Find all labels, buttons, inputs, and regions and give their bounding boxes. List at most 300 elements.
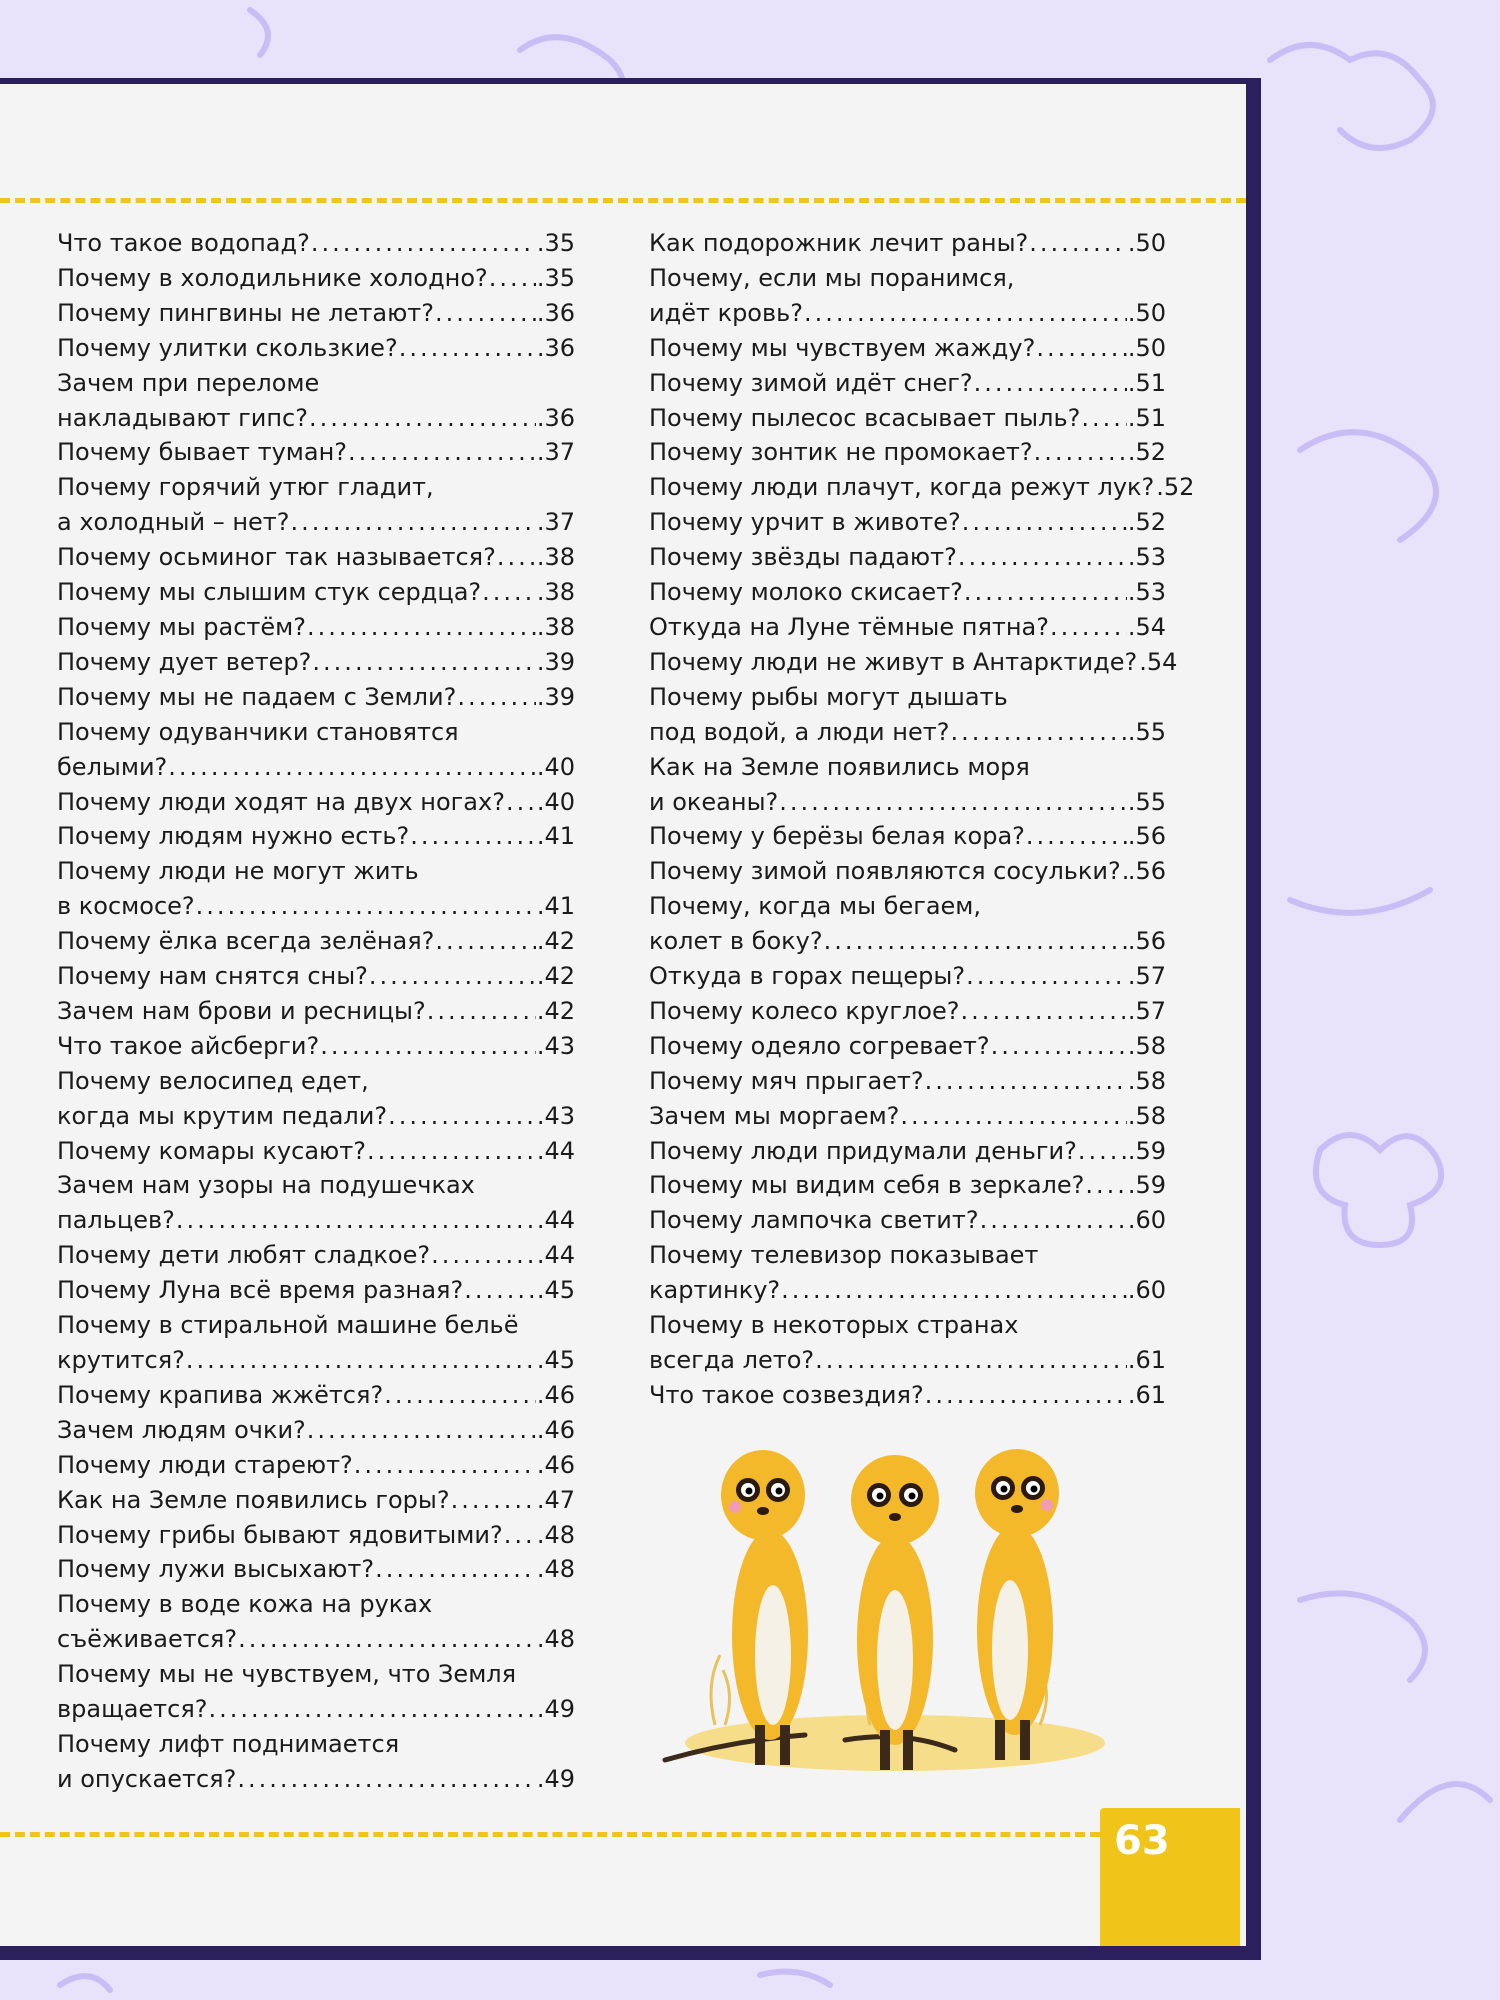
- bottom-dashed-divider: [0, 1832, 1100, 1837]
- toc-leader-dots: [348, 435, 536, 470]
- toc-entry-line: [57, 750, 575, 785]
- toc-entry-line: [57, 785, 575, 820]
- toc-entry-line: [649, 366, 1166, 401]
- toc-entry-line: [57, 401, 575, 436]
- toc-leader-dots: [312, 645, 535, 680]
- toc-entry: [649, 1099, 1166, 1134]
- toc-entry-title: Почему, если мы поранимся,: [649, 263, 1015, 292]
- toc-entry-line: [649, 645, 1178, 680]
- toc-entry-line: [57, 1378, 575, 1413]
- toc-page-number: .42: [536, 927, 575, 956]
- toc-entry-title: Почему мы растём?: [57, 612, 307, 641]
- toc-entry: [57, 1134, 575, 1169]
- toc-entry-title: когда мы крутим педали?: [57, 1101, 388, 1130]
- toc-leader-dots: [781, 1273, 1127, 1308]
- toc-entry-title: Почему мы видим себя в зеркале?: [649, 1171, 1085, 1200]
- toc-page-number: .45: [536, 1346, 575, 1374]
- toc-entry: [57, 1587, 575, 1657]
- toc-page-number: .55: [1127, 717, 1166, 746]
- toc-leader-dots: [1026, 819, 1127, 854]
- toc-leader-dots: [950, 715, 1126, 750]
- toc-entry-line: [57, 994, 575, 1029]
- toc-entry-line: [649, 1343, 1166, 1378]
- toc-entry-line: [649, 1203, 1166, 1238]
- toc-entry-title: Почему у берёзы белая кора?: [649, 822, 1025, 851]
- toc-leader-dots: [980, 1203, 1127, 1238]
- toc-entry-title: Что такое водопад?: [57, 229, 310, 257]
- toc-entry-line: [649, 1134, 1166, 1169]
- toc-entry-title: Почему нам снятся сны?: [57, 962, 368, 991]
- toc-entry-title: Почему лифт поднимается: [57, 1729, 400, 1758]
- toc-leader-dots: [307, 610, 536, 645]
- toc-entry-title: съёживается?: [57, 1625, 238, 1654]
- toc-entry-line: [57, 470, 575, 505]
- toc-entry-title: Почему урчит в животе?: [649, 508, 961, 537]
- toc-entry-line: [649, 680, 1166, 715]
- toc-leader-dots: [482, 575, 536, 610]
- toc-leader-dots: [804, 296, 1127, 331]
- toc-leader-dots: [489, 261, 536, 296]
- toc-entry-title: а холодный – нет?: [57, 508, 290, 537]
- toc-entry-line: [57, 261, 575, 296]
- toc-entry-title: Что такое айсберги?: [57, 1031, 320, 1060]
- toc-page-number: .52: [1127, 438, 1166, 467]
- toc-entry-title: Что такое созвездия?: [649, 1380, 924, 1409]
- toc-entry-title: Почему в стиральной машине бельё: [57, 1311, 519, 1340]
- toc-entry-line: [649, 819, 1166, 854]
- toc-leader-dots: [1081, 401, 1126, 436]
- toc-page-number: .37: [536, 438, 575, 467]
- toc-page-number: .47: [536, 1485, 575, 1514]
- toc-page-number: .50: [1127, 333, 1166, 362]
- toc-entry: [57, 610, 575, 645]
- toc-entry: [57, 261, 575, 296]
- toc-entry: [57, 1727, 575, 1797]
- toc-entry-line: [649, 959, 1166, 994]
- toc-entry-line: [649, 505, 1166, 540]
- toc-entry-line: [649, 435, 1166, 470]
- toc-entry-line: [57, 1413, 575, 1448]
- toc-entry: [649, 540, 1166, 575]
- toc-entry-title: Почему в воде кожа на руках: [57, 1590, 433, 1619]
- toc-page-number: .49: [536, 1695, 575, 1724]
- toc-page-number: .46: [536, 1415, 575, 1444]
- toc-entry-line: [57, 1099, 575, 1134]
- toc-leader-dots: [311, 226, 536, 261]
- toc-entry-line: [57, 1203, 575, 1238]
- toc-entry-line: [57, 1168, 575, 1203]
- toc-entry: [649, 1029, 1166, 1064]
- toc-entry-title: Зачем мы моргаем?: [649, 1101, 900, 1130]
- toc-entry-line: [57, 1622, 575, 1657]
- toc-entry-title: белыми?: [57, 752, 168, 781]
- toc-entry-title: Почему бывает туман?: [57, 438, 348, 467]
- toc-leader-dots: [1050, 610, 1127, 645]
- toc-entry: [649, 331, 1166, 366]
- toc-entry: [649, 435, 1166, 470]
- toc-leader-dots: [925, 1064, 1127, 1099]
- toc-entry-line: [57, 1552, 575, 1587]
- toc-entry: [57, 1448, 575, 1483]
- toc-page-number: .55: [1127, 787, 1166, 816]
- toc-entry: [649, 1378, 1166, 1413]
- toc-entry-line: [649, 261, 1166, 296]
- toc-entry-title: Почему колесо круглое?: [649, 996, 960, 1025]
- toc-page-number: .43: [536, 1031, 575, 1060]
- toc-entry-line: [57, 959, 575, 994]
- toc-page-number: .48: [536, 1625, 575, 1654]
- toc-entry-title: Почему мяч прыгает?: [649, 1066, 924, 1095]
- toc-entry-title: Почему люди не могут жить: [57, 857, 419, 886]
- toc-entry-title: Почему пылесос всасывает пыль?: [649, 403, 1081, 432]
- toc-entry: [649, 1064, 1166, 1099]
- toc-entry-title: Почему, когда мы бегаем,: [649, 892, 982, 921]
- toc-entry-line: [649, 750, 1166, 785]
- toc-entry-title: Почему пингвины не летают?: [57, 298, 435, 327]
- toc-entry: [57, 680, 575, 715]
- toc-page-number: .40: [536, 787, 575, 816]
- toc-entry: [57, 1273, 575, 1308]
- toc-entry-line: [649, 889, 1166, 924]
- toc-leader-dots: [238, 1622, 536, 1657]
- toc-leader-dots: [186, 1343, 536, 1378]
- toc-entry: [649, 645, 1178, 680]
- toc-column-left: [57, 226, 575, 1797]
- toc-page-number: .53: [1127, 578, 1166, 607]
- toc-entry: [649, 261, 1166, 331]
- toc-leader-dots: [815, 1343, 1127, 1378]
- toc-entry: [57, 854, 575, 924]
- toc-entry-title: Почему одеяло согревает?: [649, 1031, 990, 1060]
- toc-page-number: .41: [536, 892, 575, 921]
- toc-entry-line: [649, 994, 1166, 1029]
- toc-leader-dots: [900, 1099, 1126, 1134]
- toc-entry-title: Почему грибы бывают ядовитыми?: [57, 1520, 503, 1549]
- toc-entry: [57, 924, 575, 959]
- toc-entry-line: [57, 1762, 575, 1797]
- toc-entry: [649, 1168, 1166, 1203]
- toc-page-number: .52: [1156, 473, 1195, 502]
- toc-leader-dots: [451, 1483, 536, 1518]
- toc-entry-title: Почему люди плачут, когда режут лук?: [649, 473, 1155, 502]
- toc-entry: [57, 435, 575, 470]
- toc-entry: [649, 750, 1166, 820]
- toc-entry: [57, 1552, 575, 1587]
- toc-entry-line: [57, 540, 575, 575]
- toc-page-number: .49: [536, 1764, 575, 1793]
- toc-entry-title: Почему люди придумали деньги?: [649, 1136, 1077, 1165]
- toc-entry-title: Зачем нам узоры на подушечках: [57, 1171, 475, 1200]
- meerkats-illustration: [655, 1425, 1110, 1775]
- toc-page-number: .45: [536, 1276, 575, 1305]
- toc-leader-dots: [824, 924, 1127, 959]
- toc-entry-line: [57, 1692, 575, 1727]
- toc-entry: [57, 540, 575, 575]
- toc-entry-title: Почему крапива жжётся?: [57, 1380, 384, 1409]
- toc-entry-line: [57, 819, 575, 854]
- toc-entry-title: Откуда на Луне тёмные пятна?: [649, 612, 1049, 641]
- toc-entry: [57, 1308, 575, 1378]
- toc-leader-dots: [168, 750, 536, 785]
- toc-page-number: .61: [1127, 1346, 1166, 1374]
- toc-entry-line: [57, 1518, 575, 1553]
- toc-entry-title: Почему осьминог так называется?: [57, 543, 496, 572]
- toc-entry-title: Почему велосипед едет,: [57, 1066, 369, 1095]
- toc-entry: [57, 226, 575, 261]
- toc-leader-dots: [309, 401, 536, 436]
- toc-page-number: .44: [536, 1206, 575, 1235]
- toc-entry: [57, 819, 575, 854]
- toc-leader-dots: [457, 680, 535, 715]
- toc-entry: [649, 854, 1166, 889]
- toc-page-number: .38: [536, 578, 575, 607]
- toc-leader-dots: [925, 1378, 1127, 1413]
- toc-leader-dots: [1122, 854, 1127, 889]
- toc-entry-title: Зачем при переломе: [57, 368, 320, 397]
- toc-page-number: .39: [536, 647, 575, 676]
- toc-leader-dots: [497, 540, 536, 575]
- toc-entry: [57, 296, 575, 331]
- toc-leader-dots: [435, 296, 536, 331]
- toc-entry-title: в космосе?: [57, 892, 195, 921]
- page-number: 63: [1114, 1818, 1170, 1864]
- toc-page-number: .44: [536, 1136, 575, 1165]
- toc-entry: [649, 1308, 1166, 1378]
- toc-entry-line: [57, 854, 575, 889]
- toc-leader-dots: [431, 1238, 536, 1273]
- toc-page-number: .44: [536, 1241, 575, 1270]
- toc-entry-line: [649, 610, 1166, 645]
- toc-entry-line: [649, 540, 1166, 575]
- toc-entry-line: [57, 505, 575, 540]
- toc-leader-dots: [1036, 331, 1126, 366]
- toc-entry: [57, 1238, 575, 1273]
- toc-entry-title: всегда лето?: [649, 1346, 815, 1374]
- toc-entry-title: и океаны?: [649, 787, 779, 816]
- toc-page-number: .50: [1127, 229, 1166, 257]
- meerkat-left: [721, 1450, 808, 1765]
- toc-entry-line: [57, 1238, 575, 1273]
- toc-entry-line: [57, 1657, 575, 1692]
- toc-page-number: .59: [1127, 1136, 1166, 1165]
- toc-entry: [57, 331, 575, 366]
- toc-entry: [649, 1238, 1166, 1308]
- toc-entry-title: Почему Луна всё время разная?: [57, 1276, 464, 1305]
- toc-entry-title: крутится?: [57, 1346, 185, 1374]
- toc-entry-line: [57, 1448, 575, 1483]
- toc-entry-line: [57, 331, 575, 366]
- toc-entry-title: картинку?: [649, 1276, 781, 1305]
- toc-page-number: .54: [1127, 612, 1166, 641]
- toc-entry-title: Почему в холодильнике холодно?: [57, 263, 488, 292]
- toc-leader-dots: [196, 889, 536, 924]
- toc-entry-title: Почему молоко скисает?: [649, 578, 963, 607]
- toc-page-number: .42: [536, 996, 575, 1025]
- toc-entry-title: Как на Земле появились горы?: [57, 1485, 450, 1514]
- toc-entry: [57, 1168, 575, 1238]
- toc-entry-line: [57, 1587, 575, 1622]
- top-dashed-divider: [0, 198, 1246, 203]
- toc-entry-title: Как подорожник лечит раны?: [649, 229, 1029, 257]
- toc-page-number: .46: [536, 1380, 575, 1409]
- toc-entry: [649, 889, 1166, 959]
- toc-entry-title: Почему одуванчики становятся: [57, 717, 459, 746]
- meerkat-right: [975, 1449, 1059, 1760]
- toc-entry-line: [649, 1168, 1166, 1203]
- toc-entry-title: Почему в некоторых странах: [649, 1311, 1019, 1340]
- toc-page-number: .50: [1127, 298, 1166, 327]
- toc-entry: [649, 575, 1166, 610]
- toc-leader-dots: [1029, 226, 1127, 261]
- toc-entry: [57, 785, 575, 820]
- toc-page-number: .38: [536, 612, 575, 641]
- toc-entry-line: [649, 575, 1166, 610]
- toc-page-number: .36: [536, 333, 575, 362]
- toc-leader-dots: [237, 1762, 536, 1797]
- toc-leader-dots: [399, 331, 536, 366]
- toc-entry-title: Почему телевизор показывает: [649, 1241, 1039, 1270]
- toc-leader-dots: [320, 1029, 536, 1064]
- toc-entry: [57, 1518, 575, 1553]
- toc-page-number: .56: [1127, 927, 1166, 956]
- toc-entry: [649, 1134, 1166, 1169]
- toc-leader-dots: [435, 924, 535, 959]
- toc-leader-dots: [209, 1692, 536, 1727]
- toc-page-number: .58: [1127, 1031, 1166, 1060]
- toc-page-number: .61: [1127, 1380, 1166, 1409]
- toc-leader-dots: [388, 1099, 536, 1134]
- toc-entry-title: Откуда в горах пещеры?: [649, 962, 966, 991]
- toc-entry: [649, 680, 1166, 750]
- toc-entry-line: [649, 226, 1166, 261]
- toc-entry: [57, 715, 575, 785]
- toc-leader-dots: [354, 1448, 536, 1483]
- toc-page-number: .40: [536, 752, 575, 781]
- toc-entry-line: [57, 1727, 575, 1762]
- toc-leader-dots: [779, 785, 1127, 820]
- toc-entry: [57, 1413, 575, 1448]
- toc-leader-dots: [960, 994, 1126, 1029]
- toc-page-number: .51: [1127, 368, 1166, 397]
- toc-entry-title: Почему дети любят сладкое?: [57, 1241, 431, 1270]
- toc-leader-dots: [504, 1518, 536, 1553]
- toc-leader-dots: [410, 819, 536, 854]
- toc-entry-title: Почему зимой появляются сосульки?: [649, 857, 1121, 886]
- toc-entry-title: Почему рыбы могут дышать: [649, 682, 1008, 711]
- toc-entry-line: [649, 331, 1166, 366]
- toc-entry: [649, 994, 1166, 1029]
- toc-entry: [649, 505, 1166, 540]
- toc-column-right: [649, 226, 1195, 1413]
- toc-entry: [57, 1029, 575, 1064]
- toc-entry-line: [57, 296, 575, 331]
- toc-page-number: .58: [1127, 1066, 1166, 1095]
- toc-entry-title: Почему улитки скользкие?: [57, 333, 398, 362]
- toc-entry-line: [57, 1483, 575, 1518]
- toc-leader-dots: [1085, 1168, 1126, 1203]
- toc-entry-line: [57, 1064, 575, 1099]
- toc-entry-title: Почему мы слышим стук сердца?: [57, 578, 482, 607]
- toc-leader-dots: [991, 1029, 1127, 1064]
- toc-page-number: .41: [536, 822, 575, 851]
- toc-page-number: .59: [1127, 1171, 1166, 1200]
- toc-page-number: .43: [536, 1101, 575, 1130]
- toc-leader-dots: [367, 1134, 536, 1169]
- toc-entry-title: Почему мы не чувствуем, что Земля: [57, 1660, 517, 1689]
- toc-entry-line: [57, 1273, 575, 1308]
- toc-entry-title: пальцев?: [57, 1206, 175, 1235]
- toc-entry-line: [649, 1099, 1166, 1134]
- toc-entry: [649, 470, 1195, 505]
- toc-entry: [57, 1064, 575, 1134]
- toc-leader-dots: [966, 959, 1127, 994]
- toc-entry-line: [57, 715, 575, 750]
- toc-page-number: .60: [1127, 1276, 1166, 1305]
- toc-entry-line: [57, 924, 575, 959]
- toc-leader-dots: [1078, 1134, 1127, 1169]
- toc-entry: [57, 366, 575, 436]
- toc-entry-title: Почему мы чувствуем жажду?: [649, 333, 1036, 362]
- toc-entry-line: [649, 715, 1166, 750]
- toc-entry-title: Почему людям нужно есть?: [57, 822, 410, 851]
- toc-entry: [57, 470, 575, 540]
- toc-leader-dots: [464, 1273, 536, 1308]
- toc-leader-dots: [964, 575, 1127, 610]
- toc-entry: [57, 1657, 575, 1727]
- toc-entry-line: [57, 366, 575, 401]
- toc-entry-line: [57, 645, 575, 680]
- toc-entry-line: [57, 680, 575, 715]
- toc-entry-title: Почему ёлка всегда зелёная?: [57, 927, 435, 956]
- toc-page-number: .56: [1127, 822, 1166, 851]
- toc-entry-title: Почему дует ветер?: [57, 647, 312, 676]
- toc-entry-title: Зачем нам брови и ресницы?: [57, 996, 426, 1025]
- toc-entry: [57, 575, 575, 610]
- toc-entry-title: колет в боку?: [649, 927, 823, 956]
- toc-entry-title: идёт кровь?: [649, 298, 804, 327]
- toc-entry-title: Почему люди не живут в Антарктиде?: [649, 647, 1138, 676]
- toc-entry-line: [57, 1134, 575, 1169]
- toc-entry: [649, 401, 1166, 436]
- toc-page-number: .57: [1127, 962, 1166, 991]
- toc-entry-line: [57, 889, 575, 924]
- toc-entry-line: [649, 924, 1166, 959]
- toc-entry-title: Как на Земле появились моря: [649, 752, 1030, 781]
- toc-entry-line: [57, 1308, 575, 1343]
- toc-entry-line: [57, 610, 575, 645]
- toc-entry: [57, 1483, 575, 1518]
- toc-entry: [649, 366, 1166, 401]
- toc-page-number: .35: [536, 229, 575, 257]
- toc-entry-title: Почему горячий утюг гладит,: [57, 473, 434, 502]
- toc-entry-line: [649, 1308, 1166, 1343]
- toc-entry-title: Почему лампочка светит?: [649, 1206, 979, 1235]
- toc-leader-dots: [974, 366, 1127, 401]
- toc-entry-title: Почему зонтик не промокает?: [649, 438, 1033, 467]
- toc-page-number: .48: [536, 1555, 575, 1584]
- toc-entry-line: [649, 1378, 1166, 1413]
- toc-entry-line: [649, 470, 1195, 505]
- toc-entry-line: [649, 401, 1166, 436]
- toc-entry: [649, 819, 1166, 854]
- toc-leader-dots: [506, 785, 536, 820]
- toc-leader-dots: [962, 505, 1127, 540]
- toc-leader-dots: [375, 1552, 536, 1587]
- toc-entry-title: Почему люди ходят на двух ногах?: [57, 787, 505, 816]
- toc-leader-dots: [369, 959, 536, 994]
- toc-entry: [649, 1203, 1166, 1238]
- toc-entry-title: Почему лужи высыхают?: [57, 1555, 375, 1584]
